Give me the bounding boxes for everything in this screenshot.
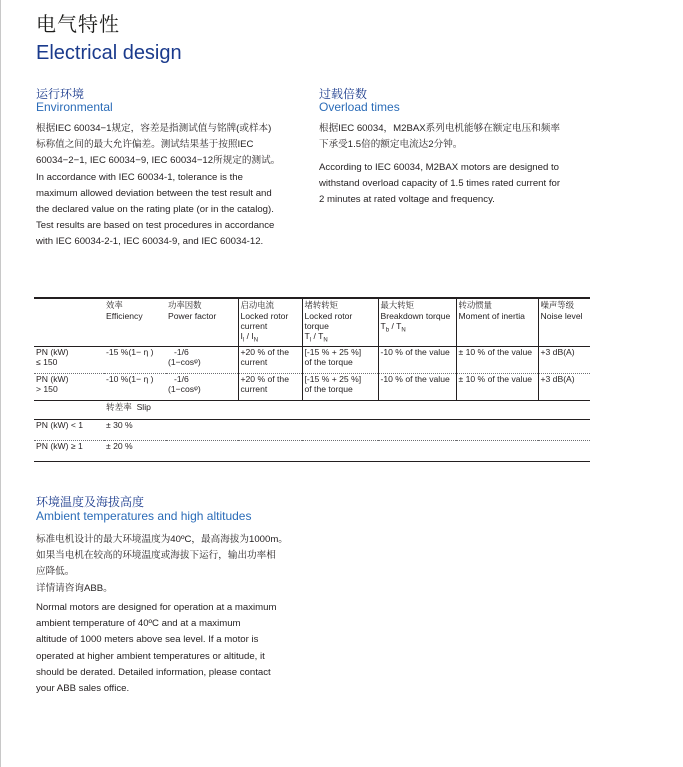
ambient-line-en: ambient temperature of 40ºC and at a maximum [36, 618, 241, 630]
header-cn: 功率因数 [168, 300, 202, 310]
header-locked-rotor-current [238, 298, 302, 346]
header-symbol: $T_l / T_N$ [304, 331, 328, 344]
environmental-heading-cn: 运行环境 [36, 87, 85, 101]
cell-locked-rotor-torque: [-15 % + 25 %] of the torque [302, 346, 378, 373]
header-en: Power factor [168, 311, 217, 321]
table-row [34, 346, 590, 373]
ambient-line-cn: 标准电机设计的最大环境温度为40ºC，最高海拔为1000m。 [36, 534, 288, 545]
header-symbol: $T_b / T_N$ [380, 321, 406, 334]
overload-heading-en: Overload times [319, 100, 400, 114]
header-en: Locked rotor current [240, 311, 289, 331]
cell-locked-rotor-torque: [-15 % + 25 %] of the torque [302, 373, 378, 400]
overload-text-en [319, 160, 560, 209]
environmental-text [36, 121, 280, 251]
slip-header [104, 400, 590, 419]
header-power-factor [166, 298, 238, 346]
header-cn: 噪声等级 [540, 300, 574, 310]
cell-efficiency: -10 %(1− η ) [106, 373, 154, 384]
environmental-line: Test results are based on test procedures in accordance [36, 220, 275, 232]
header-breakdown-torque [378, 298, 456, 346]
cell-breakdown-torque: -10 % of the value [378, 346, 456, 373]
header-empty [34, 298, 104, 346]
page-title-cn: 电气特性 [36, 12, 120, 36]
ambient-line-en: altitude of 1000 meters above sea level. If a motor is [36, 634, 259, 646]
cell-noise-level: +3 dB(A) [538, 373, 590, 400]
slip-header-row [34, 400, 590, 419]
cell-breakdown-torque: -10 % of the value [378, 373, 456, 400]
table-row [34, 373, 590, 400]
page-title-en: Electrical design [36, 42, 182, 64]
slip-row-label: PN (kW) < 1 [34, 419, 104, 440]
tolerance-table [34, 297, 590, 462]
header-cn: 转动惯量 [458, 300, 492, 310]
header-en: Efficiency [106, 311, 143, 321]
environmental-line: In accordance with IEC 60034-1, tolerance is the [36, 171, 243, 183]
ambient-line-en: Normal motors are designed for operation at a maximum [36, 602, 277, 613]
page-edge-line [0, 0, 1, 767]
overload-text-cn [319, 121, 560, 153]
overload-line-cn: 根据IEC 60034，M2BAX系列电机能够在额定电压和频率 [319, 123, 560, 134]
environmental-line: 根据IEC 60034−1规定，容差是指测试值与铭牌(或样本) [36, 123, 272, 134]
header-symbol: $I_l / I_N$ [240, 331, 259, 344]
slip-header-empty [34, 400, 104, 419]
header-locked-rotor-torque [302, 298, 378, 346]
cell-locked-rotor-current: +20 % of the current [238, 373, 302, 400]
environmental-line: maximum allowed deviation between the test result and [36, 187, 272, 199]
overload-line-en: According to IEC 60034, M2BAX motors are designed to [319, 162, 559, 173]
environmental-line: with IEC 60034-2-1, IEC 60034-9, and IEC 60034-12. [36, 236, 264, 248]
ambient-text-en [36, 600, 276, 697]
environmental-line: 60034−2−1, IEC 60034−9, IEC 60034−12所规定的测试。 [36, 155, 281, 167]
ambient-line-cn: 如果当电机在较高的环境温度或海拔下运行，输出功率相 [36, 550, 276, 562]
environmental-heading-en: Environmental [36, 100, 113, 114]
header-en: Moment of inertia [458, 311, 525, 321]
cell-moment-of-inertia: ± 10 % of the value [456, 346, 538, 373]
header-en: Noise level [540, 311, 583, 321]
ambient-heading-cn: 环境温度及海拔高度 [36, 495, 145, 509]
header-en: Breakdown torque [380, 311, 451, 321]
header-en: Locked rotor torque [304, 311, 353, 331]
row-label: PN (kW) > 150 [36, 373, 69, 394]
cell-noise-level: +3 dB(A) [538, 346, 590, 373]
ambient-line-cn: 应降低。 [36, 566, 75, 578]
ambient-line-en: your ABB sales office. [36, 683, 130, 695]
cell-power-factor: -1/6 (1−cosᵠ) [166, 346, 238, 373]
slip-row [34, 419, 590, 440]
header-moment-of-inertia [456, 298, 538, 346]
environmental-line: the declared value on the rating plate (or in the catalog). [36, 204, 274, 216]
header-noise-level [538, 298, 590, 346]
header-cn: 最大转矩 [380, 300, 414, 310]
row-label: PN (kW) ≤ 150 [34, 346, 104, 373]
cell-power-factor: -1/6 (1−cosᵠ) [168, 373, 201, 394]
cell-efficiency: -15 %(1− η ) [104, 346, 166, 373]
overload-line-cn: 下承受1.5倍的额定电流达2分钟。 [319, 139, 463, 151]
ambient-line-en: operated at higher ambient temperatures or altitude, it [36, 650, 265, 662]
header-efficiency [104, 298, 166, 346]
slip-header-en: Slip [136, 401, 151, 412]
header-cn: 启动电流 [240, 300, 274, 310]
cell-locked-rotor-current: +20 % of the current [238, 346, 302, 373]
slip-header-cn: 转差率 [106, 401, 132, 412]
slip-row-value: ± 20 % [104, 440, 590, 461]
slip-row-label: PN (kW) ≥ 1 [34, 440, 104, 461]
overload-line-en: withstand overload capacity of 1.5 times rated current for [319, 178, 561, 190]
header-cn: 效率 [106, 300, 123, 310]
ambient-line-cn: 详情请咨询ABB。 [36, 582, 113, 594]
cell-moment-of-inertia: ± 10 % of the value [456, 373, 538, 400]
ambient-line-en: should be derated. Detailed information, please contact [36, 666, 271, 678]
ambient-text-cn [36, 532, 288, 597]
slip-row [34, 440, 590, 461]
slip-row-value: ± 30 % [104, 419, 590, 440]
table-header-row [34, 298, 590, 346]
environmental-line: 标称值之间的最大允许偏差。测试结果基于按照IEC [36, 139, 254, 151]
header-cn: 堵转转矩 [304, 300, 338, 310]
overload-line-en: 2 minutes at rated voltage and frequency. [319, 194, 495, 206]
ambient-heading-en: Ambient temperatures and high altitudes [36, 509, 252, 523]
overload-heading-cn: 过载倍数 [319, 87, 368, 101]
